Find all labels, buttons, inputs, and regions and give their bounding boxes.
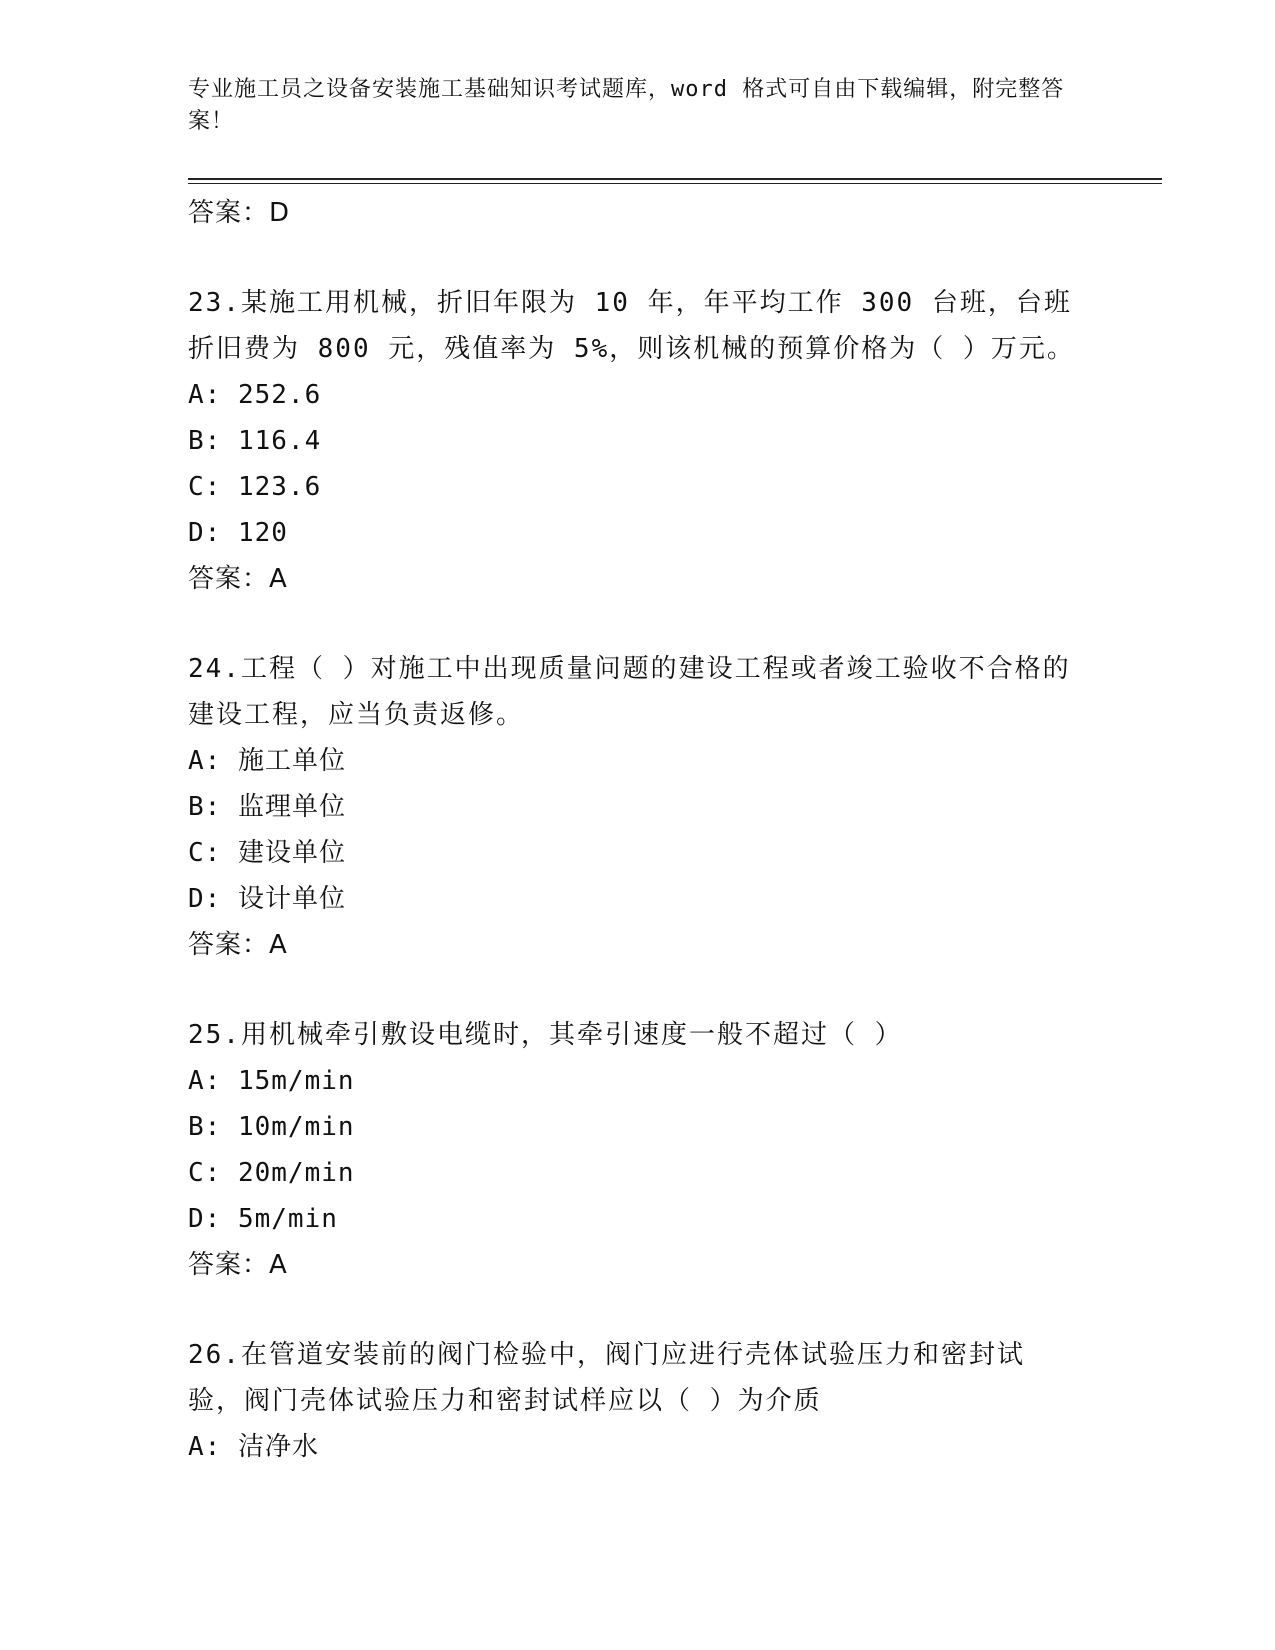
question-list <box>188 190 1088 1470</box>
question-item <box>188 646 1088 968</box>
option-d: D: 120 <box>188 518 288 548</box>
answer-label: 答案：D <box>188 198 291 228</box>
header-divider-thin <box>188 183 1162 184</box>
answer-label: 答案：A <box>188 564 288 594</box>
option-c: C: 20m/min <box>188 1158 355 1188</box>
option-c: C: 建设单位 <box>188 838 346 868</box>
question-item <box>188 280 1088 602</box>
question-item <box>188 1012 1088 1288</box>
option-a: A: 施工单位 <box>188 746 346 776</box>
question-item <box>188 1332 1088 1470</box>
question-text: 26.在管道安装前的阀门检验中，阀门应进行壳体试验压力和密封试验，阀门壳体试验压力和密封试样应以（ ）为介质 <box>188 1340 1025 1416</box>
answer-label: 答案：A <box>188 930 288 960</box>
question-text: 24.工程（ ）对施工中出现质量问题的建设工程或者竣工验收不合格的建设工程，应当负责返修。 <box>188 654 1071 730</box>
option-b: B: 116.4 <box>188 426 322 456</box>
option-a: A: 252.6 <box>188 380 322 410</box>
option-d: D: 设计单位 <box>188 884 346 914</box>
header-divider-thick <box>188 178 1162 180</box>
option-d: D: 5m/min <box>188 1204 338 1234</box>
option-a: A: 洁净水 <box>188 1432 319 1462</box>
option-c: C: 123.6 <box>188 472 322 502</box>
question-text: 25.用机械牵引敷设电缆时，其牵引速度一般不超过（ ） <box>188 1020 903 1050</box>
option-a: A: 15m/min <box>188 1066 355 1096</box>
document-header: 专业施工员之设备安装施工基础知识考试题库，word 格式可自由下载编辑，附完整答案！ <box>188 77 1065 134</box>
option-b: B: 监理单位 <box>188 792 346 822</box>
option-b: B: 10m/min <box>188 1112 355 1142</box>
answer-label: 答案：A <box>188 1250 288 1280</box>
question-text: 23.某施工用机械，折旧年限为 10 年，年平均工作 300 台班，台班折旧费为 800 元，残值率为 5%，则该机械的预算价格为（ ）万元。 <box>188 288 1075 364</box>
